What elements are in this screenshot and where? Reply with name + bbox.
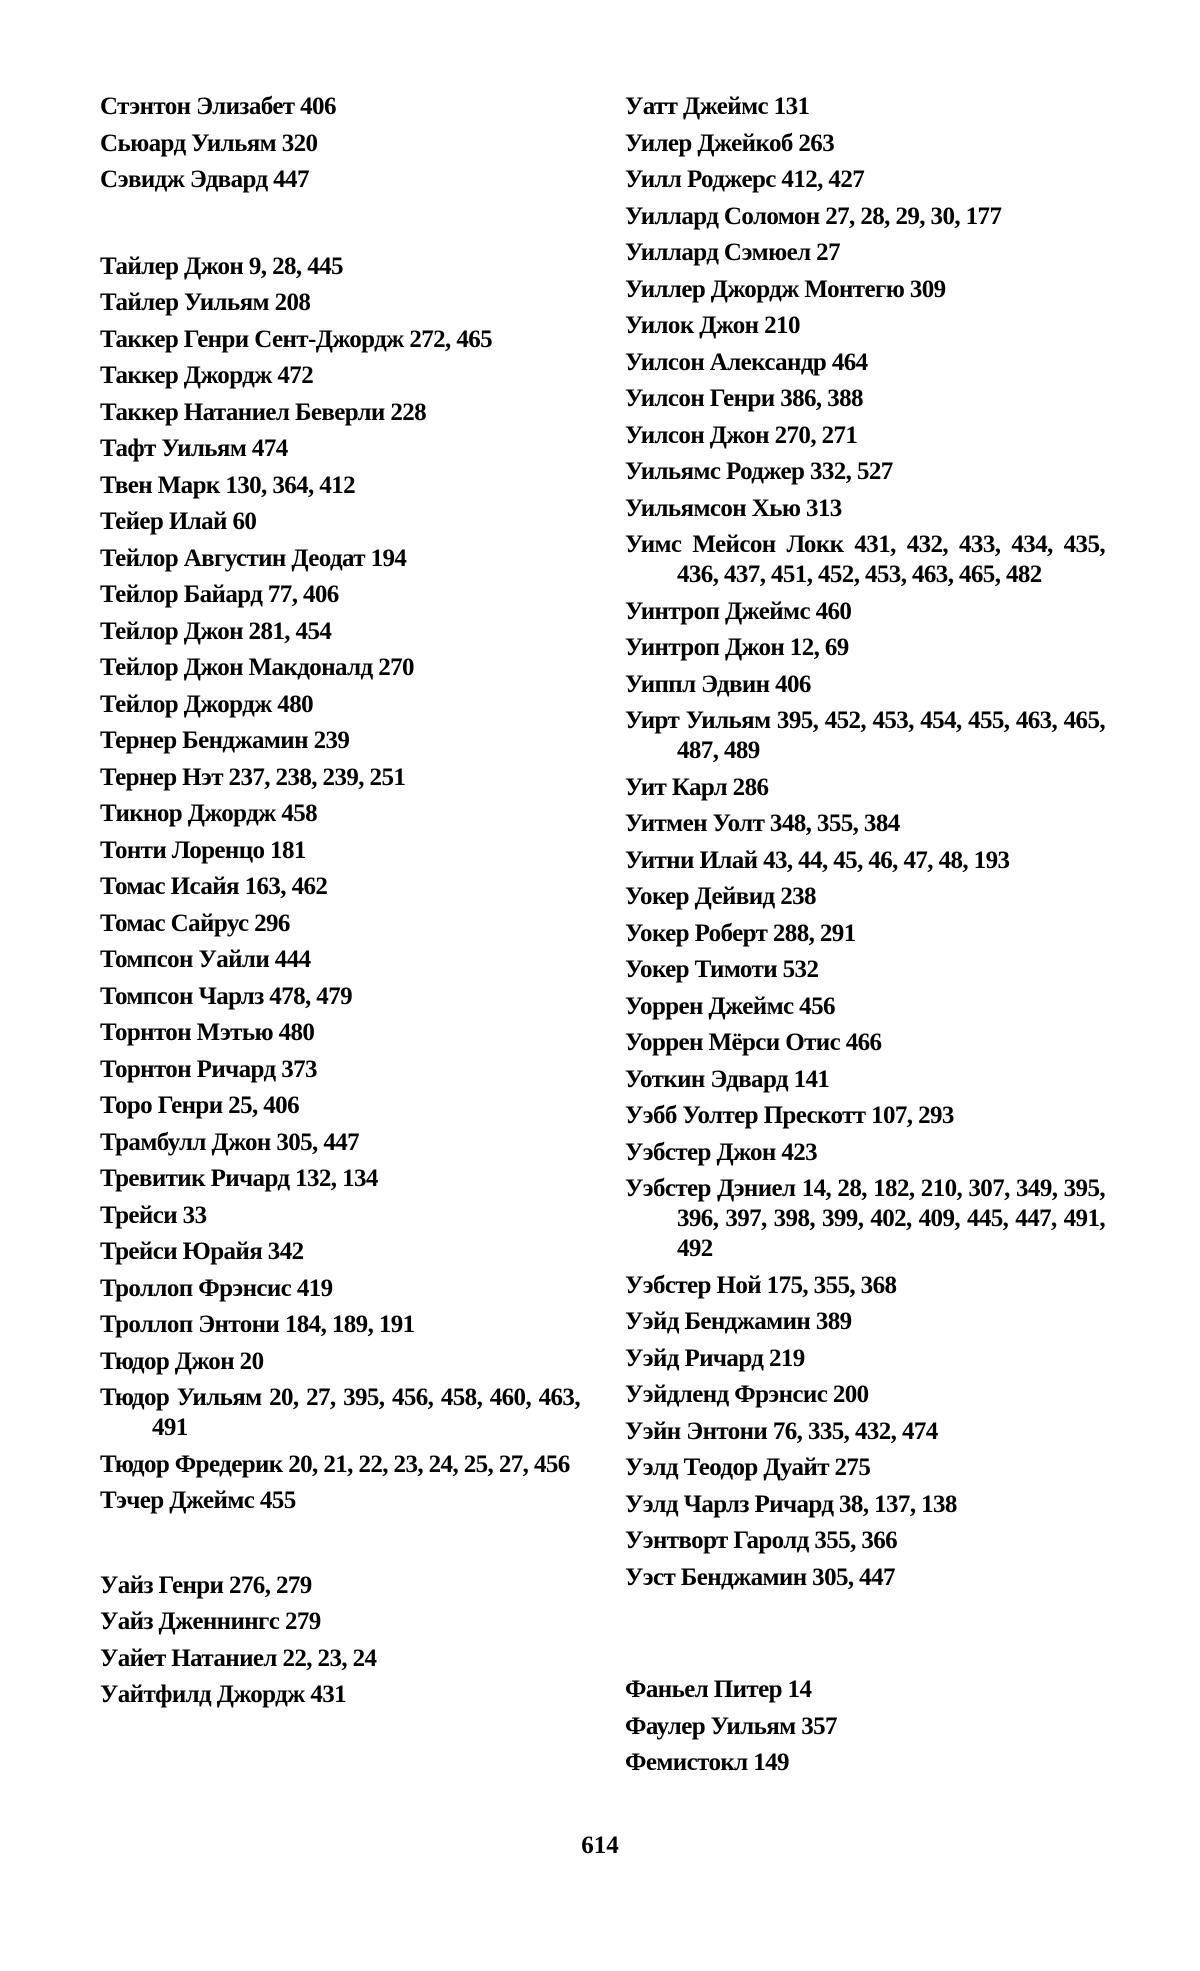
index-entry: Тайлер Уильям 208	[100, 289, 311, 316]
index-entry: Тейлор Байард 77, 406	[100, 581, 339, 608]
index-entry: Уайз Генри 276, 279	[100, 1571, 312, 1599]
index-entry: Уэст Бенджамин 305, 447	[625, 1563, 895, 1591]
index-entry: Уиллард Сэмюел 27	[625, 239, 840, 266]
index-entry: Фаньел Питер 14	[625, 1676, 812, 1703]
index-entry: Тейлор Августин Деодат 194	[100, 544, 407, 572]
index-entry: Уиллард Соломон 27, 28, 29, 30, 177	[625, 202, 1002, 230]
index-entry: Таккер Джордж 472	[100, 362, 314, 389]
index-entry: Стэнтон Элизабет 406	[100, 93, 336, 120]
index-entry: Тернер Нэт 237, 238, 239, 251	[100, 763, 406, 791]
index-entry: Уэйд Ричард 219	[625, 1344, 805, 1372]
letter-group-gap	[625, 1599, 1105, 1675]
index-entry: Торнтон Ричард 373	[100, 1055, 317, 1083]
index-entry: Тейлор Джон 281, 454	[100, 617, 332, 645]
index-entry: Тэчер Джеймс 455	[100, 1487, 296, 1514]
index-entry: Уайтфилд Джордж 431	[100, 1681, 347, 1708]
index-column-right	[625, 92, 1105, 1785]
index-entry: Уиппл Эдвин 406	[625, 670, 811, 698]
index-entry: Уинтроп Джеймс 460	[625, 597, 852, 625]
index-entry: Трамбулл Джон 305, 447	[100, 1128, 360, 1156]
index-entry: Фаулер Уильям 357	[625, 1712, 837, 1740]
index-entry: Тейер Илай 60	[100, 508, 257, 535]
index-entry: Уэйдленд Фрэнсис 200	[625, 1381, 869, 1408]
index-entry: Уиллер Джордж Монтегю 309	[625, 275, 946, 303]
index-entry: Уэбстер Дэниел 14, 28, 182, 210, 307, 349, 395, 396, 397, 398, 399, 402, 409, 445, 447, 491, 492	[625, 1175, 1105, 1262]
letter-group-gap	[100, 1523, 580, 1571]
index-entry: Уирт Уильям 395, 452, 453, 454, 455, 463, 465, 487, 489	[625, 707, 1105, 764]
index-entry: Тернер Бенджамин 239	[100, 727, 350, 754]
index-entry: Тюдор Уильям 20, 27, 395, 456, 458, 460, 463, 491	[100, 1384, 580, 1441]
index-entry: Уоррен Джеймс 456	[625, 992, 835, 1020]
index-entry: Уокер Дейвид 238	[625, 883, 816, 910]
index-entry: Уилер Джейкоб 263	[625, 129, 835, 157]
index-entry: Томпсон Чарлз 478, 479	[100, 982, 353, 1010]
letter-group-gap	[100, 202, 580, 252]
index-entry: Уайет Натаниел 22, 23, 24	[100, 1644, 377, 1672]
index-entry: Тафт Уильям 474	[100, 435, 288, 462]
index-entry: Уит Карл 286	[625, 773, 769, 801]
index-entry: Уоткин Эдвард 141	[625, 1065, 830, 1093]
index-entry: Уилсон Генри 386, 388	[625, 385, 863, 412]
index-entry: Уоррен Мёрси Отис 466	[625, 1029, 882, 1056]
index-entry: Уильямс Роджер 332, 527	[625, 458, 893, 485]
index-entry: Томас Исайя 163, 462	[100, 873, 328, 900]
index-entry: Уокер Роберт 288, 291	[625, 919, 856, 947]
index-entry: Уэйн Энтони 76, 335, 432, 474	[625, 1417, 938, 1445]
index-entry: Тейлор Джон Макдоналд 270	[100, 654, 414, 681]
index-entry: Твен Марк 130, 364, 412	[100, 471, 356, 499]
index-entry: Тикнор Джордж 458	[100, 800, 318, 827]
index-entry: Тюдор Джон 20	[100, 1347, 264, 1375]
index-column-left	[100, 92, 580, 1717]
index-entry: Троллоп Энтони 184, 189, 191	[100, 1311, 415, 1338]
index-entry: Уокер Тимоти 532	[625, 956, 819, 983]
index-entry: Уэйд Бенджамин 389	[625, 1308, 852, 1335]
index-entry: Уайз Дженнингс 279	[100, 1608, 321, 1635]
index-entry: Сэвидж Эдвард 447	[100, 166, 309, 193]
index-entry: Троллоп Фрэнсис 419	[100, 1274, 333, 1302]
index-entry: Уилсон Александр 464	[625, 348, 868, 376]
index-entry: Торнтон Мэтью 480	[100, 1019, 315, 1046]
index-entry: Уэбб Уолтер Прескотт 107, 293	[625, 1102, 954, 1129]
index-entry: Уатт Джеймс 131	[625, 93, 810, 120]
index-entry: Уэлд Теодор Дуайт 275	[625, 1454, 871, 1481]
index-entry: Фемистокл 149	[625, 1749, 789, 1776]
index-entry: Сьюард Уильям 320	[100, 129, 318, 157]
index-entry: Уэбстер Ной 175, 355, 368	[625, 1271, 897, 1299]
index-entry: Тревитик Ричард 132, 134	[100, 1165, 378, 1192]
index-entry: Уилсон Джон 270, 271	[625, 421, 858, 449]
index-entry: Уэбстер Джон 423	[625, 1138, 818, 1166]
index-entry: Томпсон Уайли 444	[100, 946, 311, 973]
index-entry: Трейси 33	[100, 1201, 207, 1229]
index-entry: Торо Генри 25, 406	[100, 1092, 299, 1119]
index-entry: Уилок Джон 210	[625, 312, 800, 339]
index-entry: Уилл Роджерс 412, 427	[625, 166, 865, 193]
index-entry: Уитмен Уолт 348, 355, 384	[625, 810, 900, 837]
page-number: 614	[581, 1832, 619, 1859]
index-entry: Уильямсон Хью 313	[625, 494, 842, 522]
index-entry: Тайлер Джон 9, 28, 445	[100, 252, 343, 280]
index-entry: Трейси Юрайя 342	[100, 1238, 304, 1265]
index-entry: Тейлор Джордж 480	[100, 690, 314, 718]
index-entry: Уимс Мейсон Локк 431, 432, 433, 434, 435, 436, 437, 451, 452, 453, 463, 465, 482	[625, 531, 1105, 588]
index-entry: Томас Сайрус 296	[100, 909, 290, 937]
index-entry: Тюдор Фредерик 20, 21, 22, 23, 24, 25, 27, 456	[100, 1450, 570, 1478]
index-entry: Таккер Генри Сент-Джордж 272, 465	[100, 325, 493, 353]
index-entry: Уитни Илай 43, 44, 45, 46, 47, 48, 193	[625, 846, 1010, 874]
index-entry: Уинтроп Джон 12, 69	[625, 634, 849, 661]
index-entry: Уэнтворт Гаролд 355, 366	[625, 1527, 898, 1554]
index-entry: Уэлд Чарлз Ричард 38, 137, 138	[625, 1490, 957, 1518]
index-entry: Таккер Натаниел Беверли 228	[100, 398, 427, 426]
index-entry: Тонти Лоренцо 181	[100, 836, 306, 864]
